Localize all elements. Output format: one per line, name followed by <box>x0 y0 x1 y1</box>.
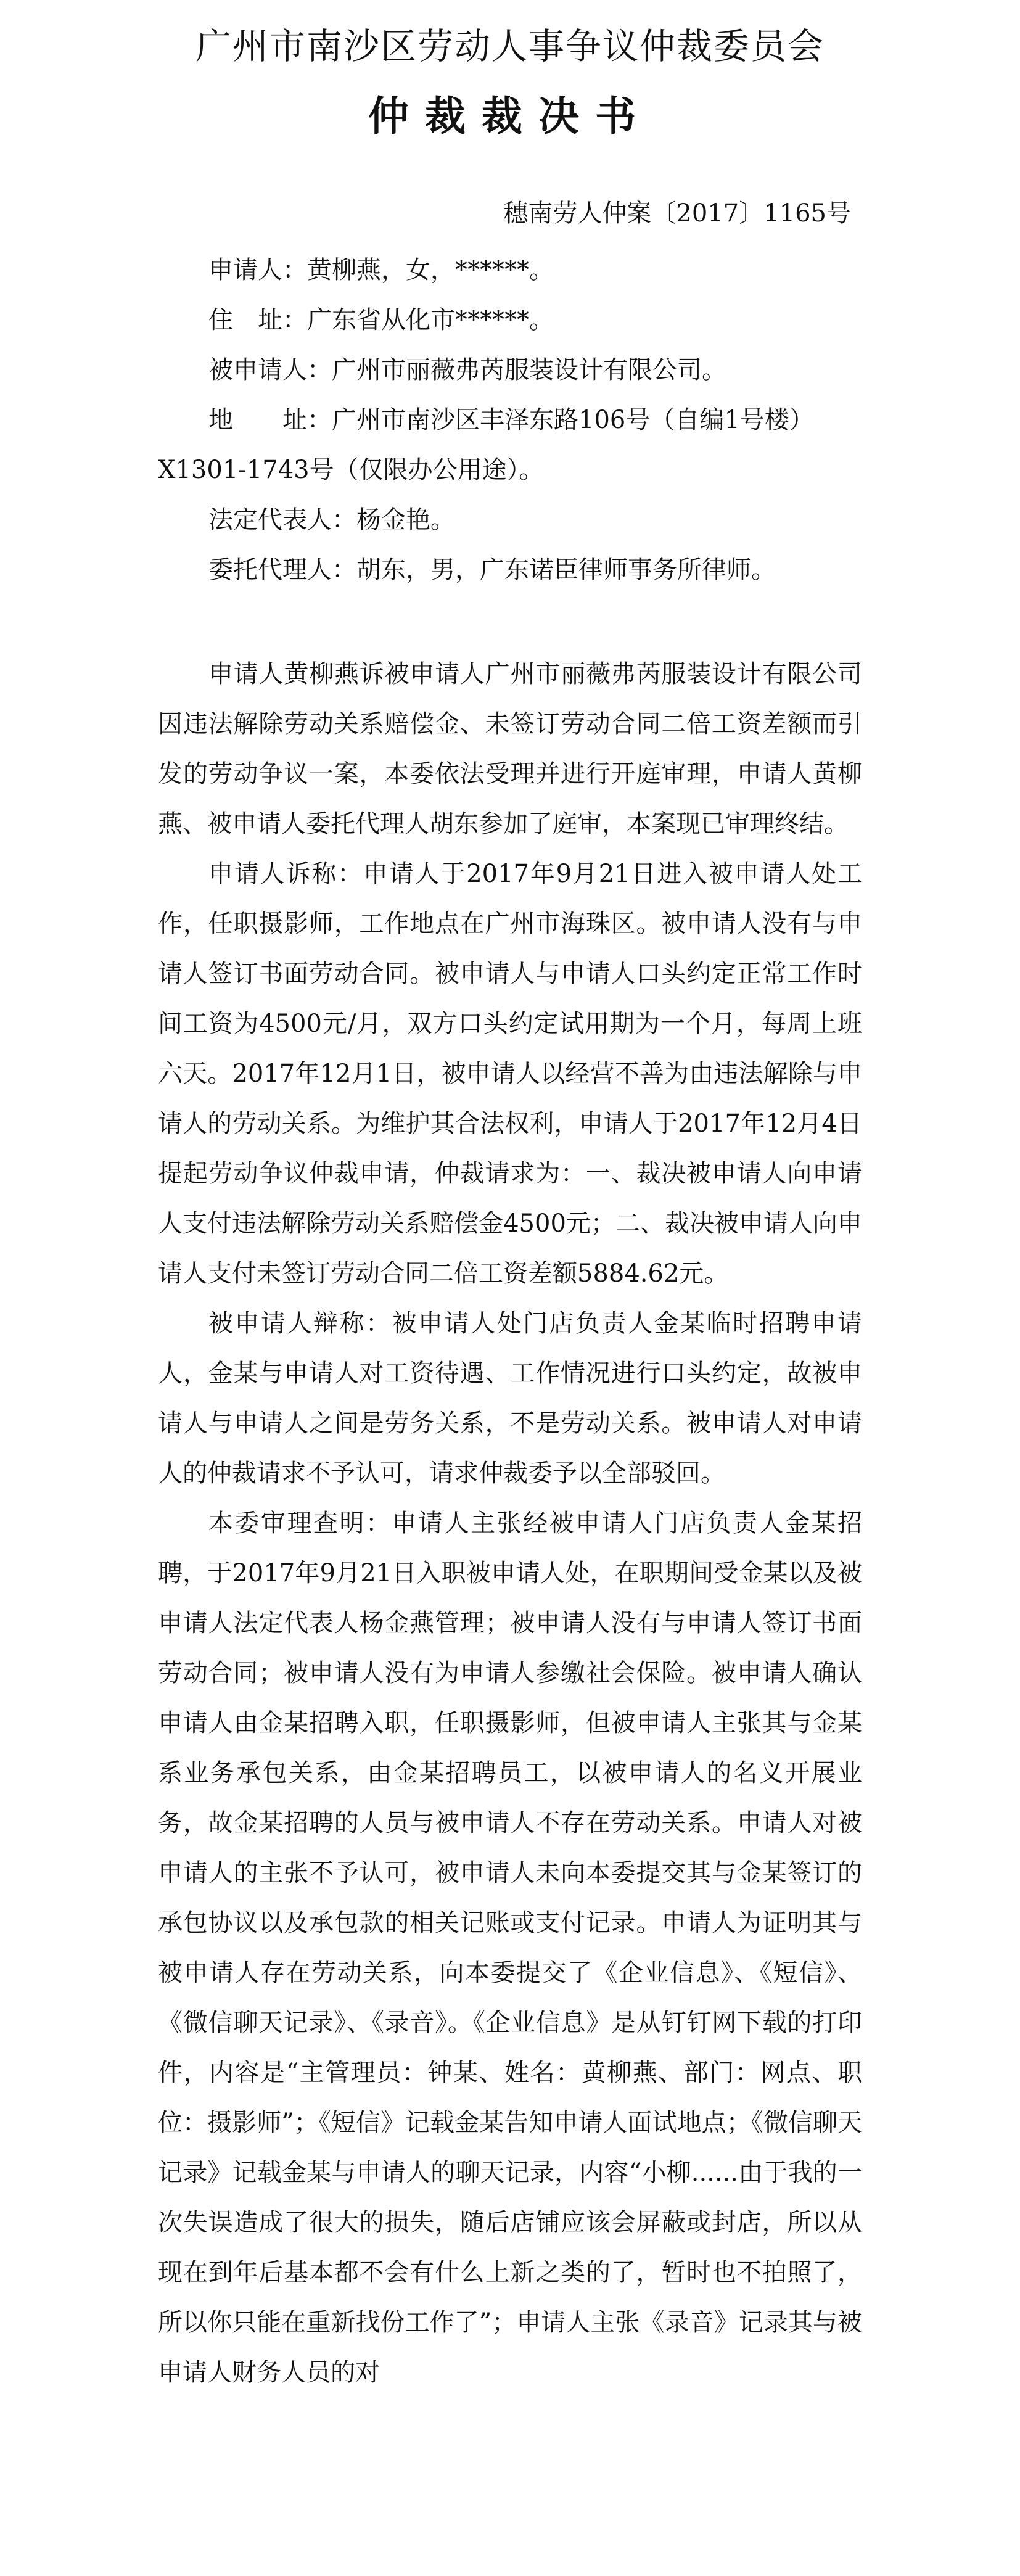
respondent-address-line-1: 地 址：广州市南沙区丰泽东路106号（自编1号楼） <box>208 406 814 434</box>
applicant-address-line: 住 址：广东省从化市******。 <box>208 306 554 334</box>
document-content <box>158 21 862 2398</box>
issuing-authority-title: 广州市南沙区劳动人事争议仲裁委员会 <box>195 25 825 67</box>
paragraph-applicant-claims: 申请人诉称：申请人于2017年9月21日进入被申请人处工作，任职摄影师，工作地点在广州市海珠区。被申请人没有与申请人签订书面劳动合同。被申请人与申请人口头约定正常工作时间工资为4500元/月，双方口头约定试用期为一个月，每周上班六天。2017年12月1日，被申请人以经营不善为由违法解除与申请人的劳动关系。为维护其合法权利，申请人于2017年12月4日提起劳动争议仲裁申请，仲裁请求为：一、裁决被申请人向申请人支付违法解除劳动关系赔偿金4500元；二、裁决被申请人向申请人支付未签订劳动合同二倍工资差额5884.62元。 <box>158 860 862 1288</box>
parties-section <box>158 245 862 595</box>
respondent-address <box>158 395 862 495</box>
paragraph-case-intro: 申请人黄柳燕诉被申请人广州市丽薇弗芮服装设计有限公司因违法解除劳动关系赔偿金、未签订劳动合同二倍工资差额而引发的劳动争议一案，本委依法受理并进行开庭审理，申请人黄柳燕、被申请人委托代理人胡东参加了庭审，本案现已审理终结。 <box>158 660 862 838</box>
document-type-title: 仲裁裁决书 <box>368 92 652 140</box>
section-spacer <box>158 595 862 649</box>
agent-line: 委托代理人：胡东，男，广东诺臣律师事务所律师。 <box>208 556 776 584</box>
applicant-line: 申请人：黄柳燕，女，******。 <box>208 256 554 284</box>
paragraph-findings: 本委审理查明：申请人主张经被申请人门店负责人金某招聘，于2017年9月21日入职被申请人处，在职期间受金某以及被申请人法定代表人杨金燕管理；被申请人没有与申请人签订书面劳动合同；被申请人没有为申请人参缴社会保险。被申请人确认申请人由金某招聘入职，任职摄影师，但被申请人主张其与金某系业务承包关系，由金某招聘员工，以被申请人的名义开展业务，故金某招聘的人员与被申请人不存在劳动关系。申请人对被申请人的主张不予认可，被申请人未向本委提交其与金某签订的承包协议以及承包款的相关记账或支付记录。申请人为证明其与被申请人存在劳动关系，向本委提交了《企业信息》、《短信》、《微信聊天记录》、《录音》。《企业信息》是从钉钉网下载的打印件，内容是“主管理员：钟某、姓名：黄柳燕、部门：网点、职位：摄影师”；《短信》记载金某告知申请人面试地点；《微信聊天记录》记载金某与申请人的聊天记录，内容“小柳......由于我的一次失误造成了很大的损失，随后店铺应该会屏蔽或封店，所以从现在到年后基本都不会有什么上新之类的了，暂时也不拍照了，所以你只能在重新找份工作了”；申请人主张《录音》记录其与被申请人财务人员的对 <box>158 1509 862 2387</box>
legal-representative-line: 法定代表人：杨金艳。 <box>208 506 455 534</box>
case-number: 穗南劳人仲案〔2017〕1165号 <box>503 199 851 228</box>
paragraph-respondent-defense: 被申请人辩称：被申请人处门店负责人金某临时招聘申请人，金某与申请人对工资待遇、工作情况进行口头约定，故被申请人与申请人之间是劳务关系，不是劳动关系。被申请人对申请人的仲裁请求不予认可，请求仲裁委予以全部驳回。 <box>158 1309 862 1488</box>
respondent-address-line-2: X1301-1743号（仅限办公用途）。 <box>158 456 544 484</box>
respondent-line: 被申请人：广州市丽薇弗芮服装设计有限公司。 <box>208 356 726 384</box>
